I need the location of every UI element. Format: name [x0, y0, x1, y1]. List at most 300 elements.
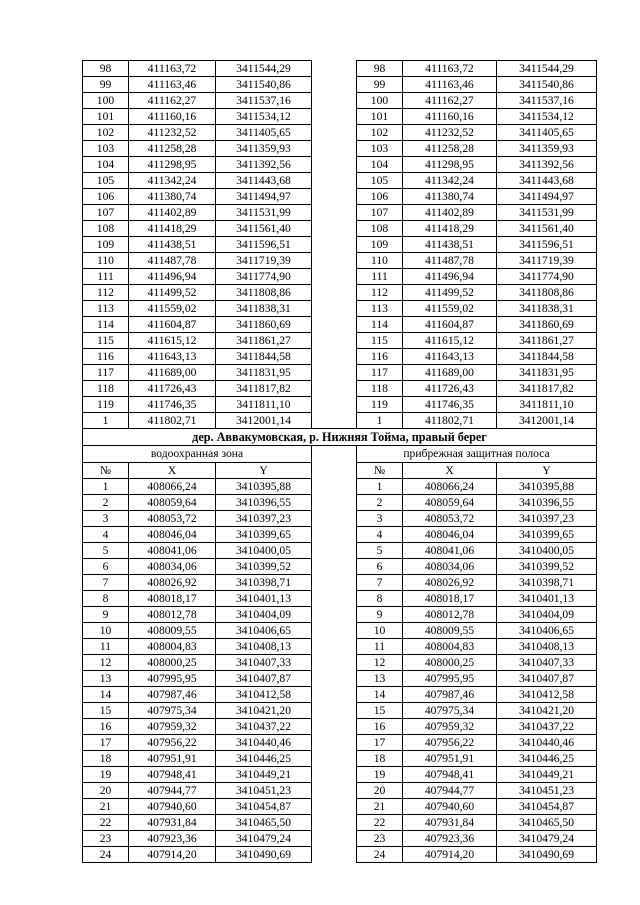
right-number-cell: 19 — [357, 767, 403, 783]
left-y-header: Y — [216, 463, 312, 479]
left-y-cell: 3410407,33 — [216, 655, 312, 671]
right-y-cell: 3410396,55 — [497, 495, 597, 511]
right-y-cell: 3411817,82 — [497, 381, 597, 397]
right-number-cell: 113 — [357, 301, 403, 317]
table-gap — [312, 511, 357, 527]
table-gap — [312, 157, 357, 173]
left-x-cell: 408059,64 — [129, 495, 216, 511]
bottom-coordinates-body — [83, 479, 597, 863]
right-x-cell: 411380,74 — [403, 189, 497, 205]
left-x-cell: 408000,25 — [129, 655, 216, 671]
left-y-cell: 3410404,09 — [216, 607, 312, 623]
table-row — [83, 253, 597, 269]
left-x-cell: 411418,29 — [129, 221, 216, 237]
right-y-cell: 3410404,09 — [497, 607, 597, 623]
table-gap — [312, 847, 357, 863]
left-y-cell: 3410399,52 — [216, 559, 312, 575]
left-number-cell: 108 — [83, 221, 129, 237]
right-x-cell: 411499,52 — [403, 285, 497, 301]
right-y-cell: 3411774,90 — [497, 269, 597, 285]
left-number-cell: 23 — [83, 831, 129, 847]
right-x-cell: 408066,24 — [403, 479, 497, 495]
right-y-cell: 3410399,52 — [497, 559, 597, 575]
table-gap — [312, 623, 357, 639]
right-x-cell: 411615,12 — [403, 333, 497, 349]
right-number-cell: 98 — [357, 61, 403, 77]
right-y-cell: 3411561,40 — [497, 221, 597, 237]
right-y-cell: 3411359,93 — [497, 141, 597, 157]
left-number-cell: 116 — [83, 349, 129, 365]
right-y-cell: 3410412,58 — [497, 687, 597, 703]
table-gap — [312, 655, 357, 671]
right-x-cell: 411559,02 — [403, 301, 497, 317]
right-number-cell: 4 — [357, 527, 403, 543]
left-number-cell: 103 — [83, 141, 129, 157]
table-gap — [312, 237, 357, 253]
right-x-cell: 407995,95 — [403, 671, 497, 687]
right-number-cell: 15 — [357, 703, 403, 719]
left-number-cell: 17 — [83, 735, 129, 751]
right-number-cell: 6 — [357, 559, 403, 575]
right-number-cell: 105 — [357, 173, 403, 189]
right-y-cell: 3411831,95 — [497, 365, 597, 381]
right-y-cell: 3410446,25 — [497, 751, 597, 767]
right-number-cell: 18 — [357, 751, 403, 767]
table-gap — [312, 205, 357, 221]
table-row — [83, 205, 597, 221]
right-y-cell: 3411808,86 — [497, 285, 597, 301]
left-number-cell: 112 — [83, 285, 129, 301]
right-x-cell: 411160,16 — [403, 109, 497, 125]
left-number-cell: 110 — [83, 253, 129, 269]
left-y-cell: 3410479,24 — [216, 831, 312, 847]
left-y-cell: 3410398,71 — [216, 575, 312, 591]
table-row — [83, 349, 597, 365]
left-number-cell: 3 — [83, 511, 129, 527]
right-number-cell: 10 — [357, 623, 403, 639]
right-x-cell: 407923,36 — [403, 831, 497, 847]
table-row — [83, 479, 597, 495]
right-x-cell: 407948,41 — [403, 767, 497, 783]
right-x-cell: 408053,72 — [403, 511, 497, 527]
right-x-cell: 407931,84 — [403, 815, 497, 831]
right-x-cell: 411438,51 — [403, 237, 497, 253]
table-gap — [312, 607, 357, 623]
left-x-cell: 407995,95 — [129, 671, 216, 687]
table-row — [83, 687, 597, 703]
table-row — [83, 495, 597, 511]
right-y-cell: 3410451,23 — [497, 783, 597, 799]
left-x-cell: 411604,87 — [129, 317, 216, 333]
right-number-cell: 100 — [357, 93, 403, 109]
right-y-cell: 3410437,22 — [497, 719, 597, 735]
right-number-cell: 14 — [357, 687, 403, 703]
right-y-cell: 3410490,69 — [497, 847, 597, 863]
left-x-cell: 411499,52 — [129, 285, 216, 301]
table-gap — [312, 333, 357, 349]
right-y-cell: 3410407,87 — [497, 671, 597, 687]
left-number-cell: 119 — [83, 397, 129, 413]
table-gap — [312, 639, 357, 655]
left-number-cell: 1 — [83, 479, 129, 495]
table-gap — [312, 109, 357, 125]
table-row — [83, 639, 597, 655]
left-y-cell: 3411838,31 — [216, 301, 312, 317]
table-row — [83, 333, 597, 349]
left-y-cell: 3410399,65 — [216, 527, 312, 543]
left-number-cell: 98 — [83, 61, 129, 77]
right-x-cell: 407987,46 — [403, 687, 497, 703]
left-number-cell: 1 — [83, 413, 129, 429]
left-y-cell: 3411817,82 — [216, 381, 312, 397]
right-number-cell: 101 — [357, 109, 403, 125]
right-y-cell: 3410400,05 — [497, 543, 597, 559]
table-gap — [312, 783, 357, 799]
left-y-cell: 3411540,86 — [216, 77, 312, 93]
right-x-cell: 408046,04 — [403, 527, 497, 543]
right-y-cell: 3410454,87 — [497, 799, 597, 815]
right-x-cell: 408012,78 — [403, 607, 497, 623]
right-y-cell: 3411860,69 — [497, 317, 597, 333]
table-row — [83, 767, 597, 783]
right-number-cell: 9 — [357, 607, 403, 623]
left-x-cell: 407923,36 — [129, 831, 216, 847]
right-x-cell: 411342,24 — [403, 173, 497, 189]
left-y-cell: 3410437,22 — [216, 719, 312, 735]
right-number-header: № — [357, 463, 403, 479]
table-row — [83, 61, 597, 77]
coordinates-table — [82, 60, 597, 863]
left-y-cell: 3411494,97 — [216, 189, 312, 205]
right-x-cell: 407956,22 — [403, 735, 497, 751]
right-x-cell: 411643,13 — [403, 349, 497, 365]
table-row — [83, 365, 597, 381]
right-y-cell: 3411861,27 — [497, 333, 597, 349]
right-number-cell: 119 — [357, 397, 403, 413]
right-y-cell: 3410449,21 — [497, 767, 597, 783]
table-row — [83, 397, 597, 413]
left-number-cell: 24 — [83, 847, 129, 863]
left-number-cell: 18 — [83, 751, 129, 767]
left-number-cell: 109 — [83, 237, 129, 253]
left-x-cell: 408041,06 — [129, 543, 216, 559]
left-number-cell: 20 — [83, 783, 129, 799]
left-x-cell: 408066,24 — [129, 479, 216, 495]
left-y-cell: 3410440,46 — [216, 735, 312, 751]
table-gap — [312, 221, 357, 237]
coordinates-document — [82, 60, 596, 863]
left-x-cell: 411438,51 — [129, 237, 216, 253]
left-number-cell: 105 — [83, 173, 129, 189]
left-y-cell: 3411534,12 — [216, 109, 312, 125]
left-x-cell: 408012,78 — [129, 607, 216, 623]
table-row — [83, 221, 597, 237]
right-x-cell: 408018,17 — [403, 591, 497, 607]
left-y-cell: 3411774,90 — [216, 269, 312, 285]
left-x-cell: 408034,06 — [129, 559, 216, 575]
left-x-cell: 407940,60 — [129, 799, 216, 815]
left-number-cell: 19 — [83, 767, 129, 783]
left-x-cell: 411726,43 — [129, 381, 216, 397]
left-y-cell: 3411860,69 — [216, 317, 312, 333]
left-x-cell: 408004,83 — [129, 639, 216, 655]
right-x-cell: 411162,27 — [403, 93, 497, 109]
table-gap — [312, 463, 357, 479]
right-y-cell: 3411540,86 — [497, 77, 597, 93]
table-gap — [312, 687, 357, 703]
right-number-cell: 11 — [357, 639, 403, 655]
right-number-cell: 117 — [357, 365, 403, 381]
table-gap — [312, 815, 357, 831]
right-number-cell: 16 — [357, 719, 403, 735]
right-y-cell: 3410479,24 — [497, 831, 597, 847]
table-row — [83, 189, 597, 205]
right-x-cell: 411496,94 — [403, 269, 497, 285]
table-gap — [312, 591, 357, 607]
table-row — [83, 815, 597, 831]
right-x-cell: 411689,00 — [403, 365, 497, 381]
right-y-cell: 3411531,99 — [497, 205, 597, 221]
table-row — [83, 623, 597, 639]
left-x-cell: 411487,78 — [129, 253, 216, 269]
right-x-cell: 407914,20 — [403, 847, 497, 863]
right-x-cell: 407951,91 — [403, 751, 497, 767]
right-number-cell: 110 — [357, 253, 403, 269]
right-number-cell: 116 — [357, 349, 403, 365]
left-y-cell: 3410446,25 — [216, 751, 312, 767]
left-number-cell: 107 — [83, 205, 129, 221]
table-gap — [312, 253, 357, 269]
left-number-cell: 11 — [83, 639, 129, 655]
left-x-cell: 407987,46 — [129, 687, 216, 703]
right-number-cell: 3 — [357, 511, 403, 527]
table-row — [83, 559, 597, 575]
table-gap — [312, 77, 357, 93]
right-y-cell: 3410401,13 — [497, 591, 597, 607]
table-row — [83, 607, 597, 623]
left-number-cell: 12 — [83, 655, 129, 671]
left-x-cell: 411163,46 — [129, 77, 216, 93]
right-number-cell: 107 — [357, 205, 403, 221]
right-x-cell: 411163,46 — [403, 77, 497, 93]
right-x-cell: 408009,55 — [403, 623, 497, 639]
right-x-cell: 411298,95 — [403, 157, 497, 173]
right-y-cell: 3411719,39 — [497, 253, 597, 269]
left-number-cell: 115 — [83, 333, 129, 349]
right-number-cell: 1 — [357, 479, 403, 495]
right-x-cell: 411726,43 — [403, 381, 497, 397]
left-y-cell: 3411861,27 — [216, 333, 312, 349]
table-gap — [312, 125, 357, 141]
right-x-cell: 411258,28 — [403, 141, 497, 157]
left-number-cell: 117 — [83, 365, 129, 381]
right-number-cell: 115 — [357, 333, 403, 349]
left-y-cell: 3410401,13 — [216, 591, 312, 607]
table-gap — [312, 173, 357, 189]
table-gap — [312, 527, 357, 543]
left-number-cell: 15 — [83, 703, 129, 719]
table-row — [83, 301, 597, 317]
right-y-cell: 3411494,97 — [497, 189, 597, 205]
left-x-cell: 411615,12 — [129, 333, 216, 349]
table-gap — [312, 719, 357, 735]
left-number-cell: 114 — [83, 317, 129, 333]
right-x-header: X — [403, 463, 497, 479]
right-x-cell: 411232,52 — [403, 125, 497, 141]
right-x-cell: 408026,92 — [403, 575, 497, 591]
table-gap — [312, 799, 357, 815]
right-y-cell: 3410407,33 — [497, 655, 597, 671]
right-y-cell: 3410399,65 — [497, 527, 597, 543]
left-y-cell: 3411537,16 — [216, 93, 312, 109]
right-number-cell: 112 — [357, 285, 403, 301]
table-row — [83, 141, 597, 157]
right-x-cell: 408004,83 — [403, 639, 497, 655]
right-y-cell: 3411443,68 — [497, 173, 597, 189]
left-y-cell: 3410412,58 — [216, 687, 312, 703]
left-number-cell: 5 — [83, 543, 129, 559]
table-gap — [312, 413, 357, 429]
left-y-cell: 3411844,58 — [216, 349, 312, 365]
right-x-cell: 408041,06 — [403, 543, 497, 559]
table-gap — [312, 735, 357, 751]
left-number-cell: 16 — [83, 719, 129, 735]
table-gap — [312, 141, 357, 157]
right-x-cell: 407959,32 — [403, 719, 497, 735]
left-x-cell: 411689,00 — [129, 365, 216, 381]
table-row — [83, 173, 597, 189]
table-row — [83, 671, 597, 687]
left-x-cell: 407956,22 — [129, 735, 216, 751]
section-header — [83, 429, 597, 479]
right-y-cell: 3410440,46 — [497, 735, 597, 751]
left-y-cell: 3410395,88 — [216, 479, 312, 495]
table-row — [83, 109, 597, 125]
right-x-cell: 407940,60 — [403, 799, 497, 815]
table-gap — [312, 446, 357, 463]
table-gap — [312, 543, 357, 559]
right-y-cell: 3411544,29 — [497, 61, 597, 77]
table-gap — [312, 559, 357, 575]
left-x-cell: 411258,28 — [129, 141, 216, 157]
table-row — [83, 511, 597, 527]
left-number-cell: 8 — [83, 591, 129, 607]
right-y-cell: 3411838,31 — [497, 301, 597, 317]
left-x-cell: 411643,13 — [129, 349, 216, 365]
left-y-cell: 3411531,99 — [216, 205, 312, 221]
left-x-cell: 411559,02 — [129, 301, 216, 317]
left-y-cell: 3411405,65 — [216, 125, 312, 141]
right-y-cell: 3412001,14 — [497, 413, 597, 429]
left-x-cell: 408009,55 — [129, 623, 216, 639]
right-number-cell: 8 — [357, 591, 403, 607]
left-y-cell: 3410396,55 — [216, 495, 312, 511]
table-gap — [312, 317, 357, 333]
table-row — [83, 655, 597, 671]
left-x-cell: 411232,52 — [129, 125, 216, 141]
left-number-cell: 111 — [83, 269, 129, 285]
right-number-cell: 23 — [357, 831, 403, 847]
left-number-cell: 21 — [83, 799, 129, 815]
left-x-cell: 411380,74 — [129, 189, 216, 205]
left-x-cell: 407914,20 — [129, 847, 216, 863]
right-number-cell: 109 — [357, 237, 403, 253]
right-number-cell: 106 — [357, 189, 403, 205]
right-number-cell: 7 — [357, 575, 403, 591]
right-y-cell: 3411405,65 — [497, 125, 597, 141]
table-gap — [312, 671, 357, 687]
right-x-cell: 408000,25 — [403, 655, 497, 671]
left-x-cell: 411298,95 — [129, 157, 216, 173]
left-x-cell: 407959,32 — [129, 719, 216, 735]
table-row — [83, 783, 597, 799]
table-gap — [312, 301, 357, 317]
top-coordinates-body — [83, 61, 597, 429]
right-y-cell: 3411844,58 — [497, 349, 597, 365]
left-number-cell: 10 — [83, 623, 129, 639]
right-number-cell: 108 — [357, 221, 403, 237]
left-x-cell: 411402,89 — [129, 205, 216, 221]
left-y-cell: 3411831,95 — [216, 365, 312, 381]
right-x-cell: 411487,78 — [403, 253, 497, 269]
table-row — [83, 543, 597, 559]
table-gap — [312, 269, 357, 285]
left-y-cell: 3411544,29 — [216, 61, 312, 77]
left-y-cell: 3410400,05 — [216, 543, 312, 559]
left-x-cell: 407944,77 — [129, 783, 216, 799]
left-y-cell: 3410421,20 — [216, 703, 312, 719]
left-y-cell: 3410454,87 — [216, 799, 312, 815]
left-x-cell: 411163,72 — [129, 61, 216, 77]
right-y-cell: 3410465,50 — [497, 815, 597, 831]
table-row — [83, 125, 597, 141]
left-y-cell: 3410397,23 — [216, 511, 312, 527]
left-number-cell: 22 — [83, 815, 129, 831]
right-number-cell: 5 — [357, 543, 403, 559]
left-number-cell: 13 — [83, 671, 129, 687]
right-x-cell: 408059,64 — [403, 495, 497, 511]
left-y-cell: 3411443,68 — [216, 173, 312, 189]
left-y-cell: 3410451,23 — [216, 783, 312, 799]
left-x-cell: 407951,91 — [129, 751, 216, 767]
left-y-cell: 3411596,51 — [216, 237, 312, 253]
table-gap — [312, 61, 357, 77]
left-x-cell: 411802,71 — [129, 413, 216, 429]
left-number-cell: 6 — [83, 559, 129, 575]
left-y-cell: 3411392,56 — [216, 157, 312, 173]
left-x-cell: 408046,04 — [129, 527, 216, 543]
table-row — [83, 591, 597, 607]
left-x-cell: 408053,72 — [129, 511, 216, 527]
left-number-header: № — [83, 463, 129, 479]
left-y-cell: 3411808,86 — [216, 285, 312, 301]
left-y-cell: 3411811,10 — [216, 397, 312, 413]
left-y-cell: 3412001,14 — [216, 413, 312, 429]
right-y-cell: 3410397,23 — [497, 511, 597, 527]
left-x-cell: 411160,16 — [129, 109, 216, 125]
right-x-cell: 411163,72 — [403, 61, 497, 77]
right-number-cell: 20 — [357, 783, 403, 799]
left-number-cell: 7 — [83, 575, 129, 591]
left-number-cell: 102 — [83, 125, 129, 141]
table-row — [83, 237, 597, 253]
left-x-header: X — [129, 463, 216, 479]
left-number-cell: 118 — [83, 381, 129, 397]
right-y-cell: 3411392,56 — [497, 157, 597, 173]
left-y-cell: 3411561,40 — [216, 221, 312, 237]
right-number-cell: 12 — [357, 655, 403, 671]
table-gap — [312, 703, 357, 719]
